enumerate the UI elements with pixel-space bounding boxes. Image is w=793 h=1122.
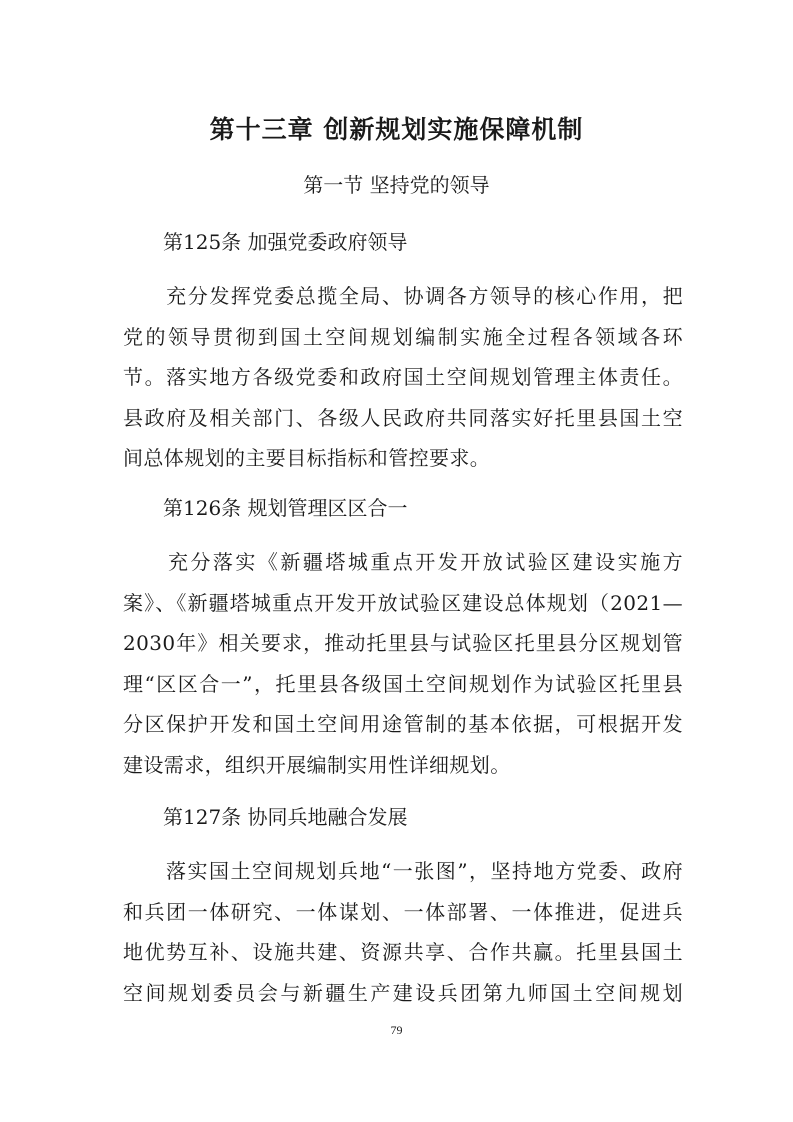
article-body-126 — [123, 542, 683, 785]
section-title: 第一节 坚持党的领导 — [303, 173, 490, 197]
paragraph-line: 落实国土空间规划兵地“一张图”，坚持地方党委、政府 — [123, 859, 683, 883]
paragraph-line: 理“区区合一”，托里县各级国土空间规划作为试验区托里县 — [123, 671, 683, 696]
article-body-125 — [123, 276, 683, 479]
paragraph-line: 和兵团一体研究、一体谋划、一体部署、一体推进，促进兵 — [123, 899, 683, 924]
paragraph-line: 充分落实《新疆塔城重点开发开放试验区建设实施方 — [123, 550, 683, 574]
article-body-127 — [123, 851, 683, 1013]
paragraph-line: 2030年》相关要求，推动托里县与试验区托里县分区规划管 — [123, 631, 683, 655]
paragraph-line: 党的领导贯彻到国土空间规划编制实施全过程各领域各环 — [123, 324, 683, 349]
article-title-125: 第125条 加强党委政府领导 — [163, 230, 408, 254]
chapter-title: 第十三章 创新规划实施保障机制 — [209, 115, 584, 144]
paragraph-line: 间总体规划的主要目标指标和管控要求。 — [123, 446, 491, 470]
paragraph-line: 分区保护开发和国土空间用途管制的基本依据，可根据开发 — [123, 712, 683, 736]
page-number: 79 — [390, 1023, 403, 1037]
paragraph-line: 地优势互补、设施共建、资源共享、合作共赢。托里县国土 — [123, 940, 683, 964]
paragraph-line: 案》、《新疆塔城重点开发开放试验区建设总体规划（2021— — [123, 590, 683, 615]
paragraph-line: 节。落实地方各级党委和政府国土空间规划管理主体责任。 — [123, 365, 683, 389]
paragraph-line: 空间规划委员会与新疆生产建设兵团第九师国土空间规划 — [123, 980, 683, 1005]
paragraph-line: 建设需求，组织开展编制实用性详细规划。 — [123, 752, 511, 777]
paragraph-line: 县政府及相关部门、各级人民政府共同落实好托里县国土空 — [123, 405, 683, 430]
paragraph-line: 充分发挥党委总揽全局、协调各方领导的核心作用，把 — [123, 284, 683, 308]
article-title-126: 第126条 规划管理区区合一 — [163, 496, 408, 520]
article-title-127: 第127条 协同兵地融合发展 — [163, 805, 408, 829]
